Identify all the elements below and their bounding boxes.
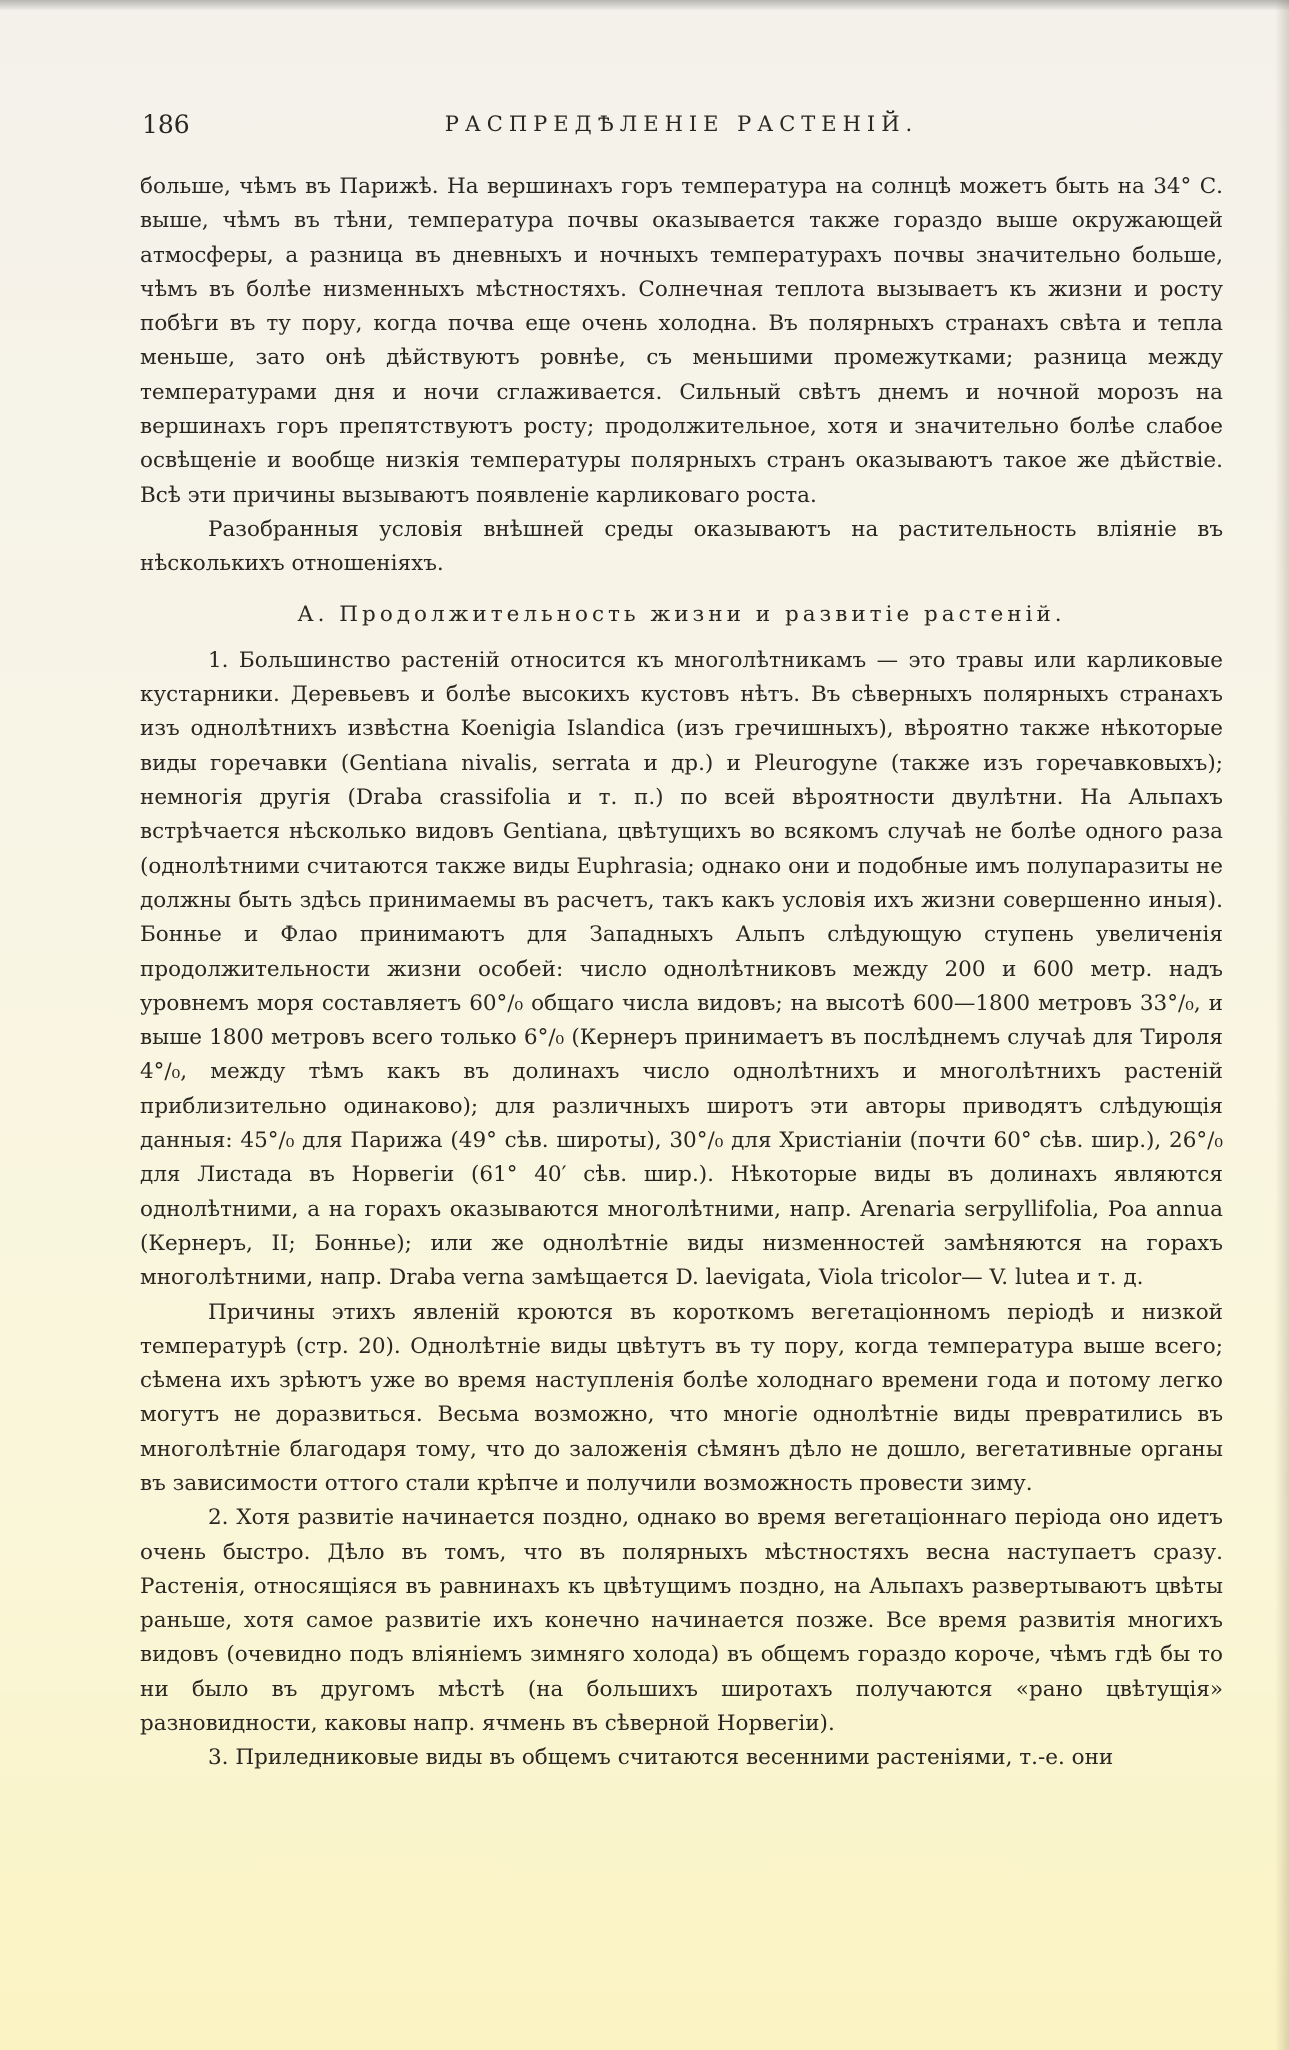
book-page bbox=[140, 104, 1223, 1776]
paragraph: 1. Большинство растеній относится къ многолѣтникамъ — это травы или карликовые кустарники. Деревьевъ и болѣе высокихъ кустовъ нѣтъ. Въ сѣверныхъ полярныхъ странахъ изъ однолѣтнихъ извѣстна Koenigia Islandica (изъ гречишныхъ), вѣроятно также нѣкоторые виды горечавки (Gentiana nivalis, serrata и др.) и Pleurogyne (также изъ горечавковыхъ); немногія другія (Draba crassifolia и т. п.) по всей вѣроятности двулѣтни. На Альпахъ встрѣчается нѣсколько видовъ Gentiana, цвѣтущихъ во всякомъ случаѣ не болѣе одного раза (однолѣтними считаются также виды Euphrasia; однако они и подобные имъ полупаразиты не должны быть здѣсь принимаемы въ расчетъ, такъ какъ условія ихъ жизни совершенно иныя). Бонньe и Флао принимаютъ для Западныхъ Альпъ слѣдующую ступень увеличенія продолжительности жизни особей: число однолѣтниковъ между 200 и 600 метр. надъ уровнемъ моря составляетъ 60°/₀ общаго числа видовъ; на высотѣ 600—1800 метровъ 33°/₀, и выше 1800 метровъ всего только 6°/₀ (Кернеръ принимаетъ въ послѣднемъ случаѣ для Тироля 4°/₀, между тѣмъ какъ въ долинахъ число однолѣтнихъ и многолѣтнихъ растеній приблизительно одинаково); для различныхъ широтъ эти авторы приводятъ слѣдующія данныя: 45°/₀ для Парижа (49° сѣв. широты), 30°/₀ для Христіаніи (почти 60° сѣв. шир.), 26°/₀ для Листада въ Норвегіи (61° 40′ сѣв. шир.). Нѣкоторые виды въ долинахъ являются однолѣтними, а на горахъ оказываются многолѣтними, напр. Arenaria serpyllifolia, Poa annua (Кернеръ, II; Бонньe); или же однолѣтніе виды низменностей замѣняются на горахъ многолѣтними, напр. Draba verna замѣщается D. laevigata, Viola tricolor— V. lutea и т. д. bbox=[140, 647, 1223, 1291]
running-title: РАСПРЕДѢЛЕНІЕ РАСТЕНІЙ. bbox=[444, 112, 919, 136]
body-text bbox=[140, 170, 1223, 1776]
page-header bbox=[140, 104, 1223, 144]
page-right-shadow bbox=[1275, 0, 1289, 2050]
page-number: 186 bbox=[142, 110, 190, 139]
paragraph: 2. Хотя развитіе начинается поздно, однако во время вегетаціоннаго періода оно идетъ очень быстро. Дѣло въ томъ, что въ полярныхъ мѣстностяхъ весна наступаетъ сразу. Растенія, относящіяся въ равнинахъ къ цвѣтущимъ поздно, на Альпахъ развертываютъ цвѣты раньше, хотя самое развитіе ихъ конечно начинается позже. Все время развитія многихъ видовъ (очевидно подъ вліяніемъ зимняго холода) въ общемъ гораздо короче, чѣмъ гдѣ бы то ни было въ другомъ мѣстѣ (на большихъ широтахъ получаются «рано цвѣтущія» разновидности, каковы напр. ячмень въ сѣверной Норвегіи). bbox=[140, 1505, 1223, 1737]
paragraph: Разобранныя условія внѣшней среды оказываютъ на растительность вліяніе въ нѣсколькихъ отношеніяхъ. bbox=[140, 516, 1223, 577]
paragraph-continuation: больше, чѣмъ въ Парижѣ. На вершинахъ горъ температура на солнцѣ можетъ быть на 34° С. выше, чѣмъ въ тѣни, температура почвы оказывается также гораздо выше окружающей атмосферы, а разница въ дневныхъ и ночныхъ температурахъ почвы значительно больше, чѣмъ въ болѣе низменныхъ мѣстностяхъ. Солнечная теплота вызываетъ къ жизни и росту побѣги въ ту пору, когда почва еще очень холодна. Въ полярныхъ странахъ свѣта и тепла меньше, зато онѣ дѣйствуютъ ровнѣе, съ меньшими промежутками; разница между температурами дня и ночи сглаживается. Сильный свѣтъ днемъ и ночной морозъ на вершинахъ горъ препятствуютъ росту; продолжительное, хотя и значительно болѣе слабое освѣщеніе и вообще низкія температуры полярныхъ странъ оказываютъ такое же дѣйствіе. Всѣ эти причины вызываютъ появленіе карликоваго роста. bbox=[140, 174, 1223, 508]
section-heading: А. Продолжительность жизни и развитіе растеній. bbox=[297, 601, 1066, 627]
paragraph: Причины этихъ явленій кроются въ короткомъ вегетаціонномъ періодѣ и низкой температурѣ (стр. 20). Однолѣтніе виды цвѣтутъ въ ту пору, когда температура выше всего; сѣмена ихъ зрѣютъ уже во время наступленія болѣе холоднаго времени года и потому легко могутъ не доразвиться. Весьма возможно, что многіе однолѣтніе виды превратились въ многолѣтніе благодаря тому, что до заложенія сѣмянъ дѣло не дошло, вегетативные органы въ зависимости оттого стали крѣпче и получили возможность провести зиму. bbox=[140, 1299, 1223, 1496]
page-top-edge bbox=[0, 0, 1289, 10]
paragraph: 3. Приледниковые виды въ общемъ считаются весенними растеніями, т.-е. они bbox=[208, 1745, 1114, 1771]
